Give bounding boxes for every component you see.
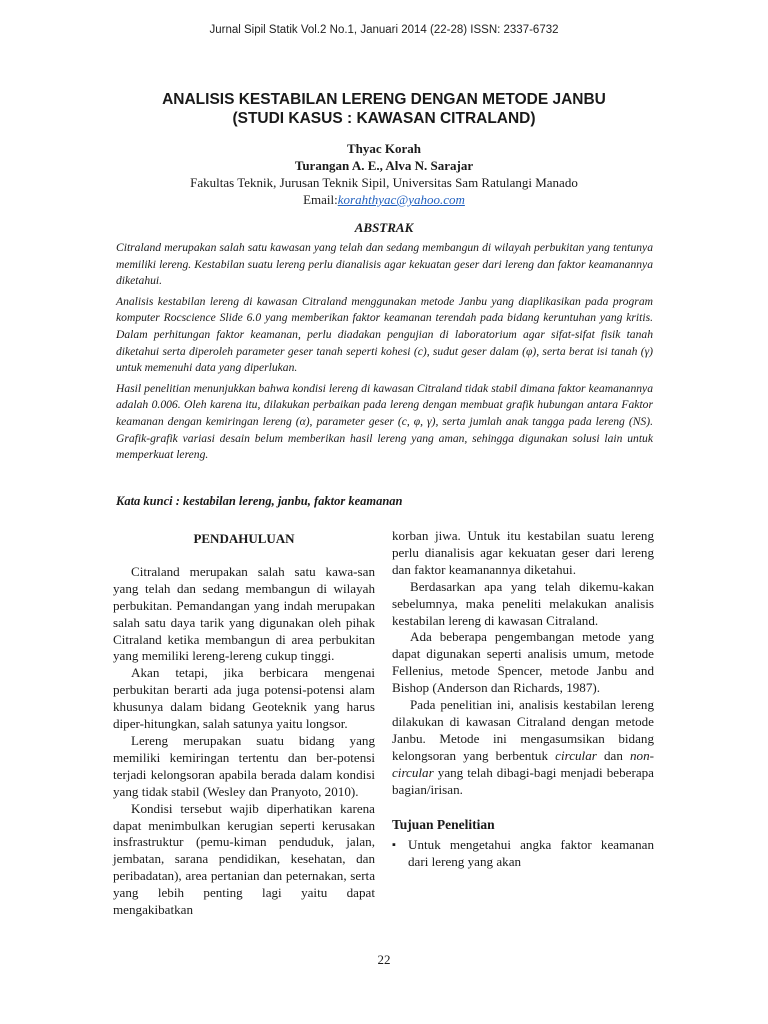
body-paragraph: Citraland merupakan salah satu kawa-san yang telah dan sedang membangun di wilayah perbukitan. Pemandangan yang indah merupakan salah satu daya tarik yang digunakan oleh pihak Citraland ketika membangun di area perbukitan yang memiliki lereng-lereng cukup tinggi. [113, 563, 375, 664]
body-paragraph: Kondisi tersebut wajib diperhatikan karena dapat menimbulkan kerugian seperti kerusakan insfrastruktur (pemu-kiman penduduk, jalan, jembatan, sarana pendidikan, kesehatan, dan peribadatan), area pertanian dan peternakan, serta yang lebih penting lagi yaitu dapat mengakibatkan [113, 800, 375, 918]
term-circular: circular [555, 747, 597, 763]
email-label: Email: [303, 192, 338, 207]
abstract-paragraph-1: Citraland merupakan salah satu kawasan yang telah dan sedang membangun di wilayah perbukitan yang tentunya memiliki lereng. Kestabilan suatu lereng perlu dianalisis agar kekuatan geser dari lereng dan faktor keamanannya diketahui. [116, 241, 653, 288]
body-paragraph: Akan tetapi, jika berbicara mengenai perbukitan berarti ada juga potensi-potensi alam khusunya dalam bidang Geoteknik yang harus diper-hitungkan, salah satunya yaitu longsor. [113, 665, 375, 732]
email-line [60, 191, 708, 208]
affiliation: Fakultas Teknik, Jurusan Teknik Sipil, Universitas Sam Ratulangi Manado [190, 175, 578, 190]
bullet-text: Untuk mengetahui angka faktor keamanan dari lereng yang akan [408, 837, 654, 870]
term-non-circular: non-circular [392, 747, 654, 780]
section-heading-pendahuluan: PENDAHULUAN [193, 531, 295, 546]
paper-title [60, 90, 708, 128]
keywords: Kata kunci : kestabilan lereng, janbu, faktor keamanan [116, 494, 403, 508]
title-line-1: ANALISIS KESTABILAN LERENG DENGAN METODE JANBU [162, 91, 606, 108]
email-link[interactable]: korahthyac@yahoo.com [337, 192, 465, 207]
author-block [60, 140, 708, 208]
left-column [113, 531, 375, 919]
body-paragraph: Berdasarkan apa yang telah dikemu-kakan sebelumnya, maka peneliti melakukan analisis kestabilan lereng di kawasan Citraland. [392, 578, 654, 628]
subsection-heading-tujuan: Tujuan Penelitian [392, 816, 495, 832]
journal-header: Jurnal Sipil Statik Vol.2 No.1, Januari 2014 (22-28) ISSN: 2337-6732 [209, 24, 559, 36]
right-column [392, 528, 654, 871]
author-primary: Thyac Korah [346, 141, 422, 156]
abstract-heading: ABSTRAK [354, 220, 414, 235]
body-paragraph: Lereng merupakan suatu bidang yang memiliki kemiringan tertentu dan ber-potensi terjadi kelongsoran apabila berada dalam kondisi yang tidak stabil (Wesley dan Pranyoto, 2010). [113, 732, 375, 799]
abstract-paragraph-3: Hasil penelitian menunjukkan bahwa kondisi lereng di kawasan Citraland tidak stabil dimana faktor keamanannya adalah 0.006. Oleh karena itu, dilakukan perbaikan pada lereng dengan membuat grafik hubungan antara Faktor keamanan dengan kemiringan lereng (α), parameter geser (c, φ, γ), serta jumlah anak tangga pada lereng (NS). Grafik-grafik variasi desain belum memberikan hasil lereng yang aman, sehingga digunakan solusi lain untuk memperkuat lereng. [116, 381, 653, 462]
continued-paragraph: korban jiwa. Untuk itu kestabilan suatu lereng perlu dianalisis agar kekuatan geser dari lereng dan faktor keamanannya diketahui. [392, 528, 654, 577]
abstract-body [116, 240, 653, 468]
square-bullet-icon: ▪ [392, 839, 396, 852]
bullet-item [392, 837, 654, 871]
title-line-2: (STUDI KASUS : KAWASAN CITRALAND) [232, 110, 536, 127]
janbu-paragraph: Pada penelitian ini, analisis kestabilan lereng dilakukan di kawasan Citraland dengan metode Janbu. Metode ini mengasumsikan bidang kelongsoran yang berbentuk circular dan non-circular yang telah dibagi-bagi menjadi beberapa bagian/irisan. [392, 697, 654, 797]
abstract-paragraph-2: Analisis kestabilan lereng di kawasan Citraland menggunakan metode Janbu yang diaplikasikan pada program komputer Rocscience Slide 6.0 yang memberikan faktor keamanan terendah pada bidang keruntuhan yang kritis. Dalam perhitungan faktor keamanan, perlu diadakan pengujian di laboratorium agar sifat-sifat fisik tanah diketahui serta diperoleh parameter geser tanah seperti kohesi (c), sudut geser dalam (φ), serta berat isi tanah (γ) untuk memenuhi data yang diperlukan. [116, 294, 653, 375]
body-paragraph: Ada beberapa pengembangan metode yang dapat digunakan seperti analisis umum, metode Fellenius, metode Spencer, metode Janbu and Bishop (Anderson dan Richards, 1987). [392, 629, 654, 696]
author-coauthors: Turangan A. E., Alva N. Sarajar [294, 158, 474, 173]
page-number: 22 [377, 952, 391, 967]
